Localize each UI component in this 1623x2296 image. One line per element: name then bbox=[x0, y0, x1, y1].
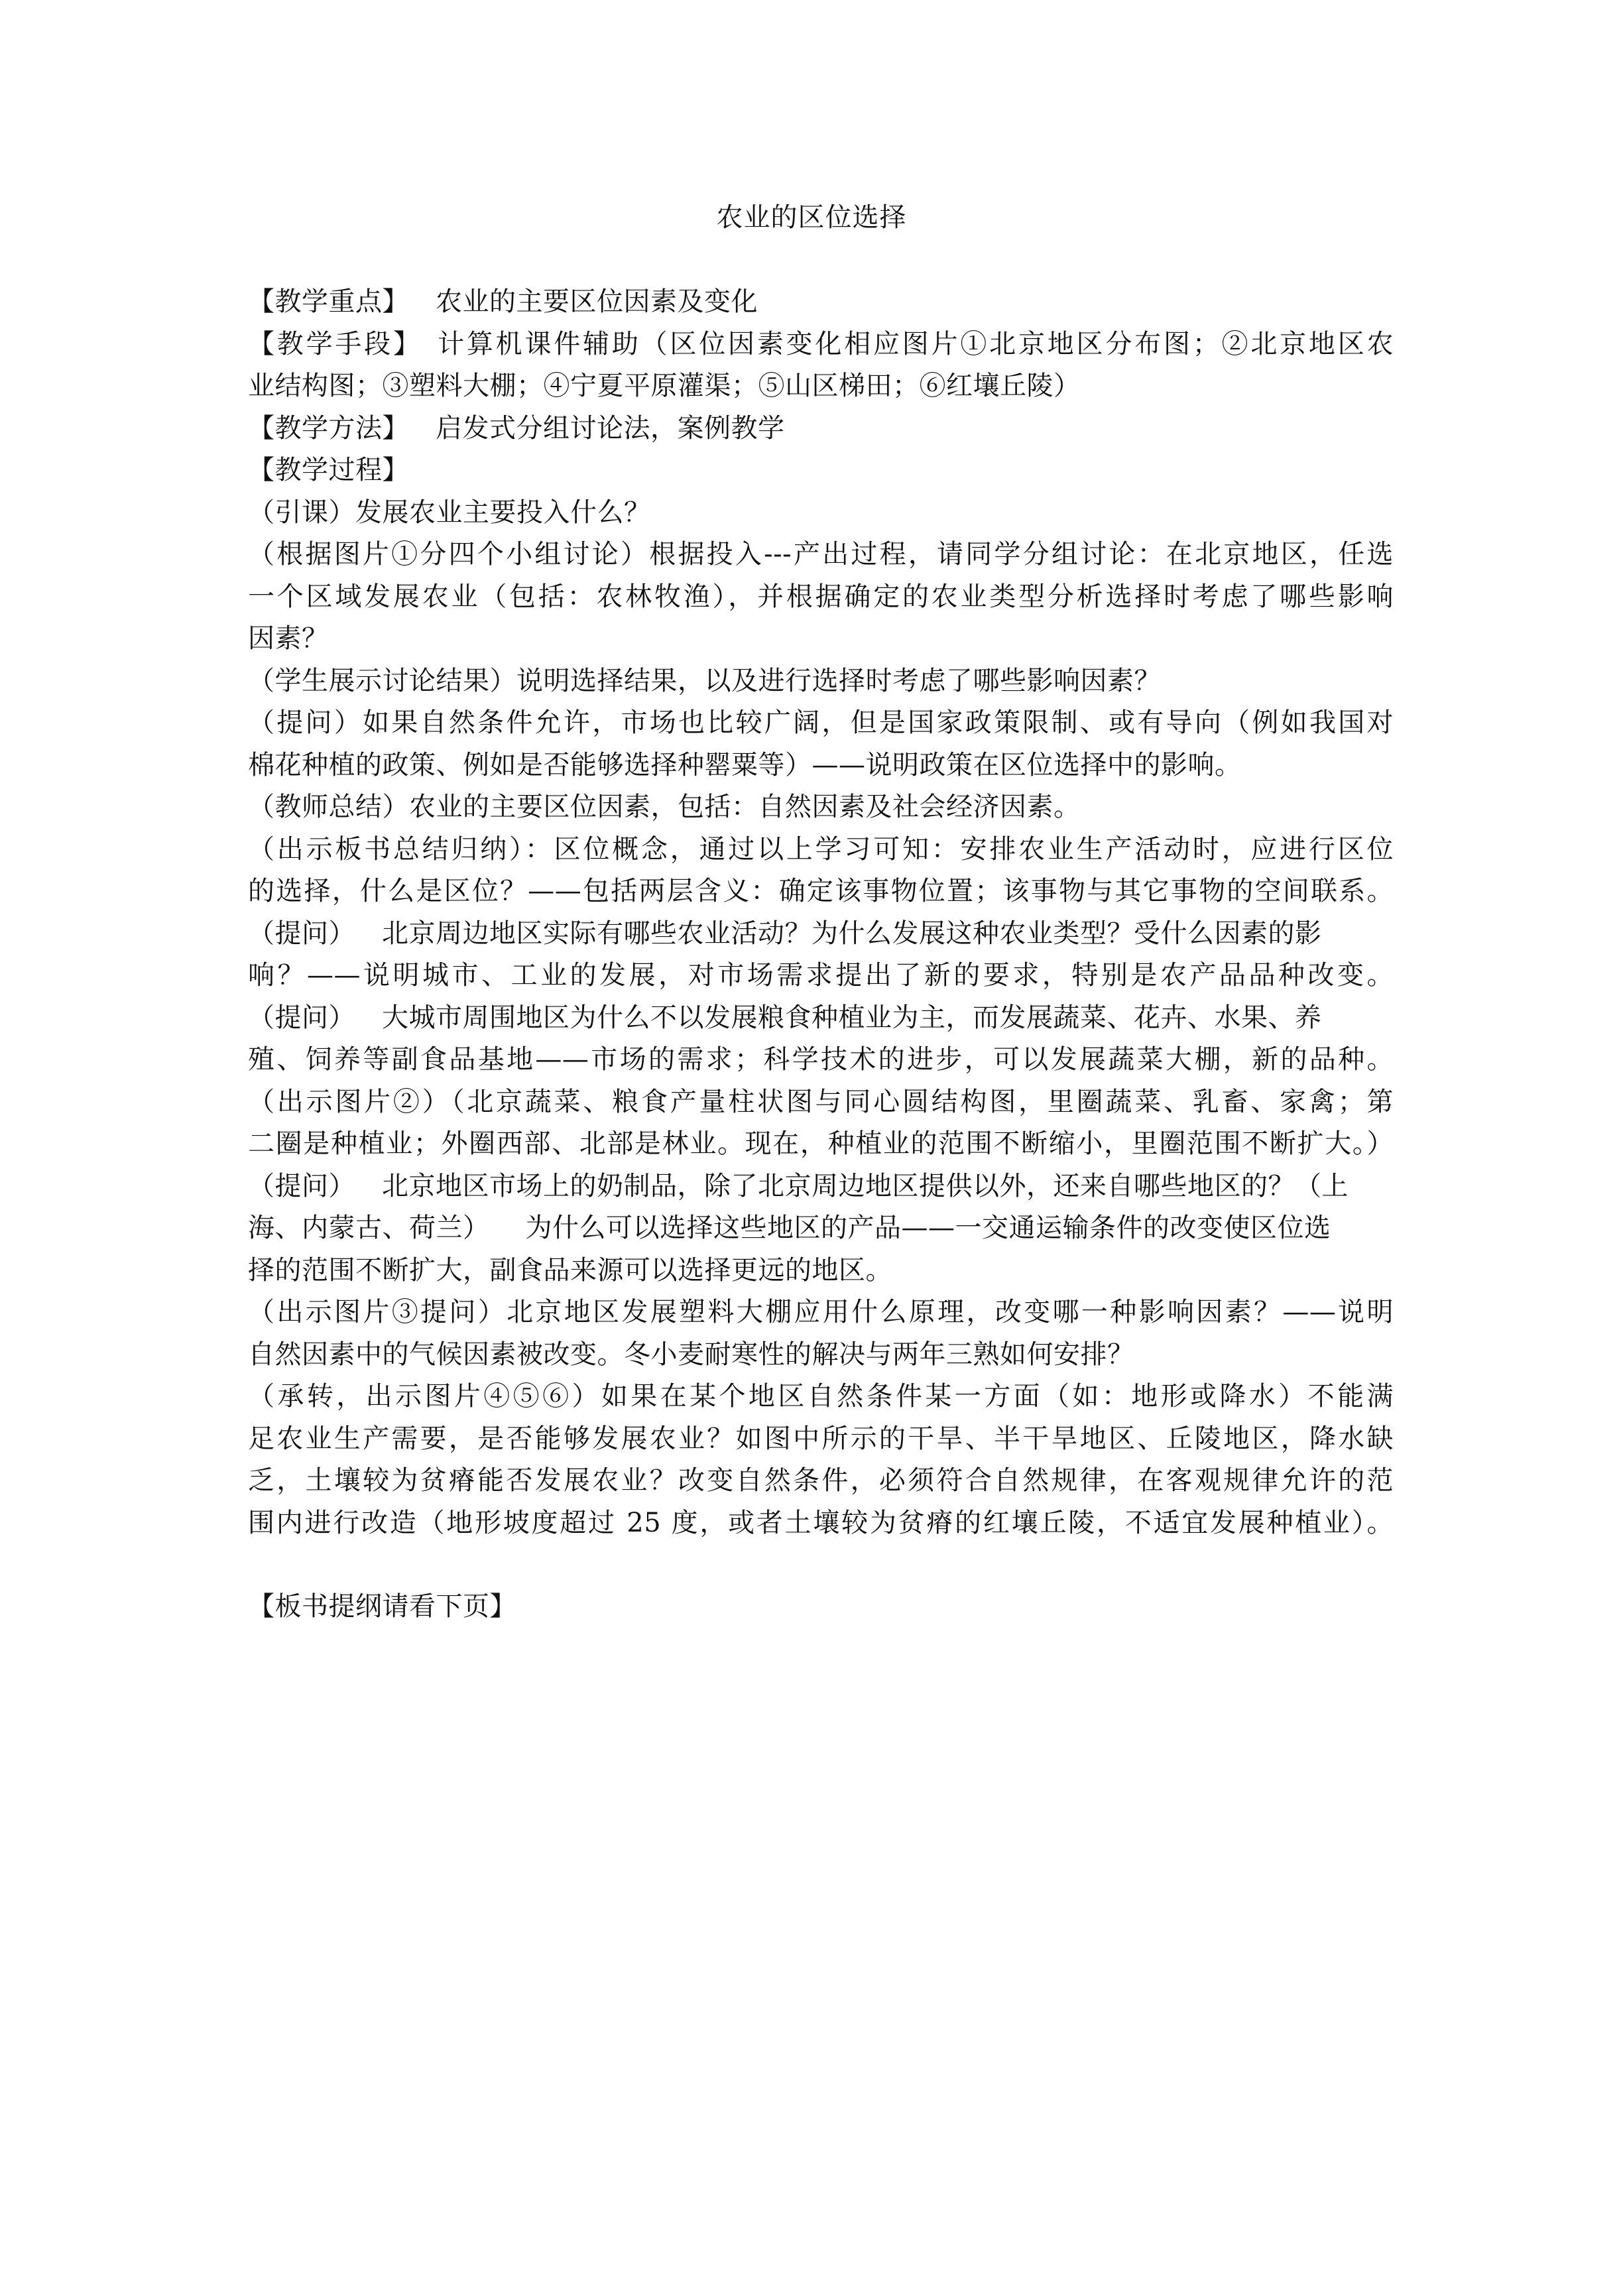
teaching-method-line bbox=[248, 408, 1394, 450]
process-line bbox=[248, 1166, 1394, 1208]
document-body bbox=[248, 281, 1394, 1628]
question-text: 大城市周围地区为什么不以发展粮食种植业为主，而发展蔬菜、花卉、水果、养 bbox=[382, 1002, 1322, 1033]
process-line: 择的范围不断扩大，副食品来源可以选择更远的地区。 bbox=[248, 1254, 892, 1286]
process-line: （出示图片②）（北京蔬菜、粮食产量柱状图与同心圆结构图，里圈蔬菜、乳畜、家禽；第 bbox=[248, 1086, 1394, 1117]
process-line: （引课）发展农业主要投入什么？ bbox=[248, 497, 651, 528]
process-line: （承转，出示图片④⑤⑥）如果在某个地区自然条件某一方面（如：地形或降水）不能满 bbox=[248, 1381, 1394, 1412]
question-text: 北京地区市场上的奶制品，除了北京周边地区提供以外，还来自哪些地区的？（上 bbox=[382, 1170, 1349, 1201]
process-line bbox=[248, 913, 1394, 955]
process-line: 响？——说明城市、工业的发展，对市场需求提出了新的要求，特别是农产品品种改变。 bbox=[248, 960, 1394, 991]
process-line: 足农业生产需要，是否能够发展农业？如图中所示的干旱、半干旱地区、丘陵地区，降水缺 bbox=[248, 1423, 1394, 1454]
process-line: 一个区域发展农业（包括：农林牧渔），并根据确定的农业类型分析选择时考虑了哪些影响 bbox=[248, 581, 1394, 612]
teaching-focus-text: 农业的主要区位因素及变化 bbox=[436, 286, 758, 317]
process-line: 乏，土壤较为贫瘠能否发展农业？改变自然条件，必须符合自然规律，在客观规律允许的范 bbox=[248, 1465, 1394, 1496]
question-tag: （提问） bbox=[248, 1002, 355, 1033]
paragraph-gap bbox=[248, 1544, 1394, 1586]
teaching-means-text: 计算机课件辅助（区位因素变化相应图片①北京地区分布图；②北京地区农 bbox=[435, 328, 1394, 359]
teaching-means-line bbox=[248, 324, 1394, 366]
document-title: 农业的区位选择 bbox=[716, 202, 907, 233]
process-line: （提问）如果自然条件允许，市场也比较广阔，但是国家政策限制、或有导向（例如我国对 bbox=[248, 707, 1394, 738]
teaching-focus-label: 【教学重点】 bbox=[248, 286, 409, 317]
question-tag: （提问） bbox=[248, 1170, 355, 1201]
board-outline-note: 【板书提纲请看下页】 bbox=[248, 1591, 516, 1622]
process-line: 的选择，什么是区位？——包括两层含义：确定该事物位置；该事物与其它事物的空间联系。 bbox=[248, 876, 1394, 906]
process-line: 棉花种植的政策、例如是否能够选择种罂粟等）——说明政策在区位选择中的影响。 bbox=[248, 749, 1242, 780]
process-line: （出示板书总结归纳）：区位概念，通过以上学习可知：安排农业生产活动时，应进行区位 bbox=[248, 833, 1394, 865]
question-text: 北京周边地区实际有哪些农业活动？为什么发展这种农业类型？受什么因素的影 bbox=[382, 918, 1322, 949]
process-line bbox=[248, 1207, 1394, 1250]
teaching-process-label: 【教学过程】 bbox=[248, 455, 409, 485]
process-line: 因素？ bbox=[248, 623, 329, 654]
question-tag: （提问） bbox=[248, 918, 355, 949]
question-text: 为什么可以选择这些地区的产品——一交通运输条件的改变使区位选 bbox=[525, 1213, 1331, 1243]
process-line: 殖、饲养等副食品基地——市场的需求；科学技术的进步，可以发展蔬菜大棚，新的品种。 bbox=[248, 1044, 1394, 1075]
process-line: （根据图片①分四个小组讨论）根据投入---产出过程，请同学分组讨论：在北京地区，任选 bbox=[248, 539, 1394, 570]
teaching-means-label: 【教学手段】 bbox=[248, 328, 422, 359]
teaching-method-text: 启发式分组讨论法，案例教学 bbox=[436, 412, 785, 444]
process-line: （学生展示讨论结果）说明选择结果，以及进行选择时考虑了哪些影响因素？ bbox=[248, 665, 1161, 696]
process-line: （出示图片③提问）北京地区发展塑料大棚应用什么原理，改变哪一种影响因素？——说明 bbox=[248, 1297, 1394, 1327]
process-line: （教师总结）农业的主要区位因素，包括：自然因素及社会经济因素。 bbox=[248, 792, 1081, 822]
teaching-focus-line bbox=[248, 281, 1394, 324]
process-line: 二圈是种植业；外圈西部、北部是林业。现在，种植业的范围不断缩小，里圈范围不断扩大。） bbox=[248, 1128, 1394, 1159]
answer-text: 海、内蒙古、荷兰） bbox=[248, 1213, 490, 1243]
process-line: 围内进行改造（地形坡度超过 25 度，或者土壤较为贫瘠的红壤丘陵，不适宜发展种植业）。 bbox=[248, 1507, 1394, 1538]
teaching-means-line-continued: 业结构图；③塑料大棚；④宁夏平原灌渠；⑤山区梯田；⑥红壤丘陵） bbox=[248, 371, 1081, 401]
process-line: 自然因素中的气候因素被改变。冬小麦耐寒性的解决与两年三熟如何安排？ bbox=[248, 1339, 1134, 1370]
process-line bbox=[248, 997, 1394, 1040]
teaching-method-label: 【教学方法】 bbox=[248, 412, 409, 444]
